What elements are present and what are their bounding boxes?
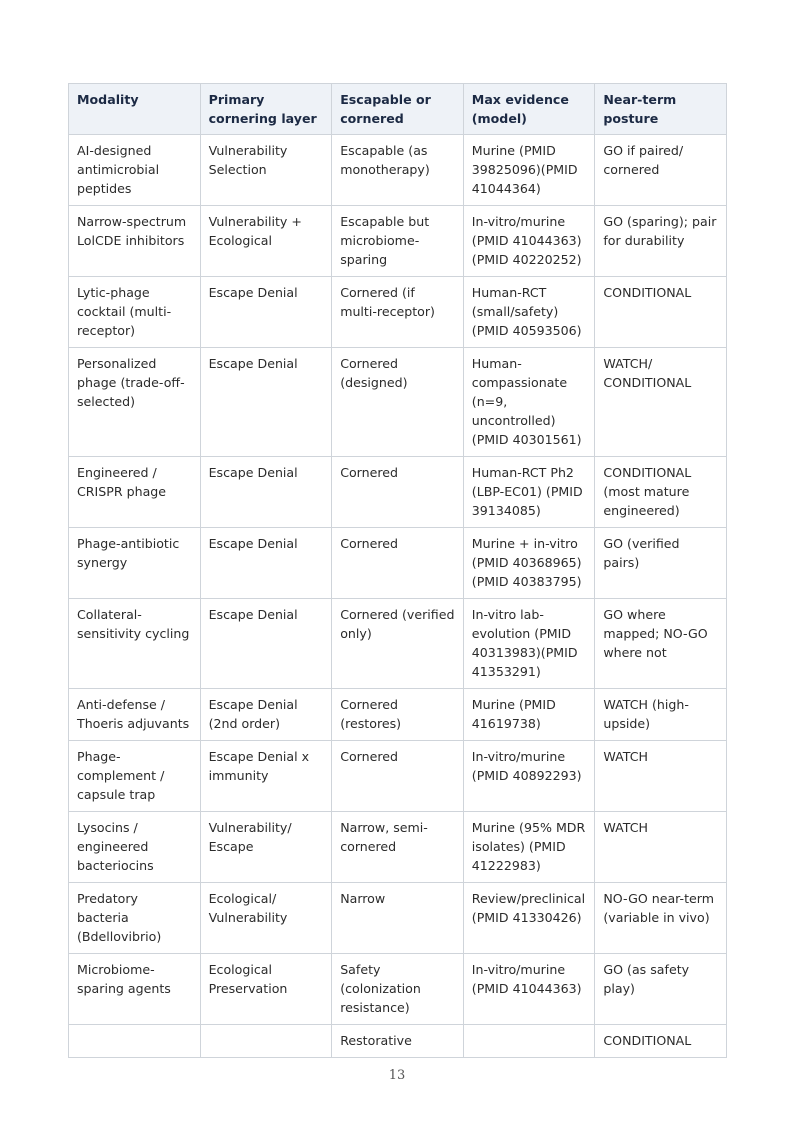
- cell-cornering-layer: Escape Denial: [200, 277, 332, 348]
- cell-escapable: Cornered (designed): [332, 348, 464, 457]
- cell-cornering-layer: Escape Denial: [200, 457, 332, 528]
- cell-cornering-layer: Ecological/ Vulnerability: [200, 883, 332, 954]
- cell-cornering-layer: Escape Denial x immunity: [200, 741, 332, 812]
- cell-cornering-layer: Vulnerability/ Escape: [200, 812, 332, 883]
- table-row: [69, 206, 727, 277]
- cell-cornering-layer: [200, 1025, 332, 1058]
- cell-escapable: Cornered (if multi-receptor): [332, 277, 464, 348]
- table-row: [69, 883, 727, 954]
- cell-posture: CONDITIONAL (most mature engineered): [595, 457, 727, 528]
- table-row: [69, 812, 727, 883]
- table-row: [69, 741, 727, 812]
- cell-max-evidence: Human-RCT Ph2 (LBP-EC01) (PMID 39134085): [463, 457, 595, 528]
- cell-cornering-layer: Vulnerability + Ecological: [200, 206, 332, 277]
- cell-escapable: Restorative: [332, 1025, 464, 1058]
- cell-modality: Phage-complement / capsule trap: [69, 741, 201, 812]
- column-header-cornering-layer: Primary cornering layer: [200, 84, 332, 135]
- cell-escapable: Escapable but microbiome-sparing: [332, 206, 464, 277]
- table-header-row: [69, 84, 727, 135]
- cell-modality: AI-designed antimicrobial peptides: [69, 135, 201, 206]
- cell-modality: Anti-defense / Thoeris adjuvants: [69, 689, 201, 741]
- cell-posture: GO where mapped; NO-GO where not: [595, 599, 727, 689]
- cell-posture: WATCH (high-upside): [595, 689, 727, 741]
- column-header-posture: Near-term posture: [595, 84, 727, 135]
- cell-modality: Lytic-phage cocktail (multi-receptor): [69, 277, 201, 348]
- cell-posture: GO (as safety play): [595, 954, 727, 1025]
- cell-max-evidence: Murine (PMID 41619738): [463, 689, 595, 741]
- cell-escapable: Escapable (as monotherapy): [332, 135, 464, 206]
- cell-escapable: Narrow: [332, 883, 464, 954]
- cell-max-evidence: [463, 1025, 595, 1058]
- cell-max-evidence: In-vitro/murine (PMID 41044363) (PMID 40220252): [463, 206, 595, 277]
- column-header-modality: Modality: [69, 84, 201, 135]
- cell-posture: NO-GO near-term (variable in vivo): [595, 883, 727, 954]
- cell-modality: Collateral-sensitivity cycling: [69, 599, 201, 689]
- cell-modality: Predatory bacteria (Bdellovibrio): [69, 883, 201, 954]
- table-row: [69, 348, 727, 457]
- cell-posture: WATCH: [595, 812, 727, 883]
- column-header-escapable: Escapable or cornered: [332, 84, 464, 135]
- cell-max-evidence: Human-RCT (small/safety) (PMID 40593506): [463, 277, 595, 348]
- cell-modality: Phage-antibiotic synergy: [69, 528, 201, 599]
- table-row: [69, 457, 727, 528]
- cell-posture: GO (sparing); pair for durability: [595, 206, 727, 277]
- cell-modality: Narrow-spectrum LolCDE inhibitors: [69, 206, 201, 277]
- cell-cornering-layer: Vulnerability Selection: [200, 135, 332, 206]
- cell-max-evidence: Murine (PMID 39825096)(PMID 41044364): [463, 135, 595, 206]
- cell-max-evidence: In-vitro/murine (PMID 41044363): [463, 954, 595, 1025]
- cell-escapable: Cornered: [332, 741, 464, 812]
- table-row: [69, 689, 727, 741]
- cell-max-evidence: Murine + in-vitro (PMID 40368965) (PMID 40383795): [463, 528, 595, 599]
- comparison-table: [68, 83, 727, 1058]
- cell-max-evidence: In-vitro lab-evolution (PMID 40313983)(PMID 41353291): [463, 599, 595, 689]
- cell-modality: Microbiome-sparing agents: [69, 954, 201, 1025]
- column-header-max-evidence: Max evidence (model): [463, 84, 595, 135]
- cell-escapable: Cornered: [332, 457, 464, 528]
- table-row: [69, 954, 727, 1025]
- cell-escapable: Cornered (restores): [332, 689, 464, 741]
- cell-escapable: Safety (colonization resistance): [332, 954, 464, 1025]
- table-row: [69, 277, 727, 348]
- cell-max-evidence: Murine (95% MDR isolates) (PMID 41222983): [463, 812, 595, 883]
- cell-cornering-layer: Escape Denial (2nd order): [200, 689, 332, 741]
- cell-posture: CONDITIONAL: [595, 277, 727, 348]
- cell-modality: Personalized phage (trade-off-selected): [69, 348, 201, 457]
- table-row: [69, 528, 727, 599]
- page-number: 13: [388, 1068, 406, 1083]
- cell-max-evidence: Review/preclinical (PMID 41330426): [463, 883, 595, 954]
- cell-modality: [69, 1025, 201, 1058]
- cell-posture: WATCH: [595, 741, 727, 812]
- cell-cornering-layer: Escape Denial: [200, 348, 332, 457]
- cell-posture: GO (verified pairs): [595, 528, 727, 599]
- table-container: [68, 83, 726, 1048]
- cell-modality: Lysocins / engineered bacteriocins: [69, 812, 201, 883]
- cell-max-evidence: In-vitro/murine (PMID 40892293): [463, 741, 595, 812]
- cell-posture: CONDITIONAL: [595, 1025, 727, 1058]
- cell-cornering-layer: Ecological Preservation: [200, 954, 332, 1025]
- cell-posture: GO if paired/ cornered: [595, 135, 727, 206]
- table-row: [69, 1025, 727, 1058]
- cell-escapable: Narrow, semi-cornered: [332, 812, 464, 883]
- cell-escapable: Cornered (verified only): [332, 599, 464, 689]
- cell-cornering-layer: Escape Denial: [200, 528, 332, 599]
- cell-posture: WATCH/ CONDITIONAL: [595, 348, 727, 457]
- table-row: [69, 135, 727, 206]
- table-row: [69, 599, 727, 689]
- cell-cornering-layer: Escape Denial: [200, 599, 332, 689]
- cell-escapable: Cornered: [332, 528, 464, 599]
- cell-max-evidence: Human-compassionate (n=9, uncontrolled) (PMID 40301561): [463, 348, 595, 457]
- cell-modality: Engineered / CRISPR phage: [69, 457, 201, 528]
